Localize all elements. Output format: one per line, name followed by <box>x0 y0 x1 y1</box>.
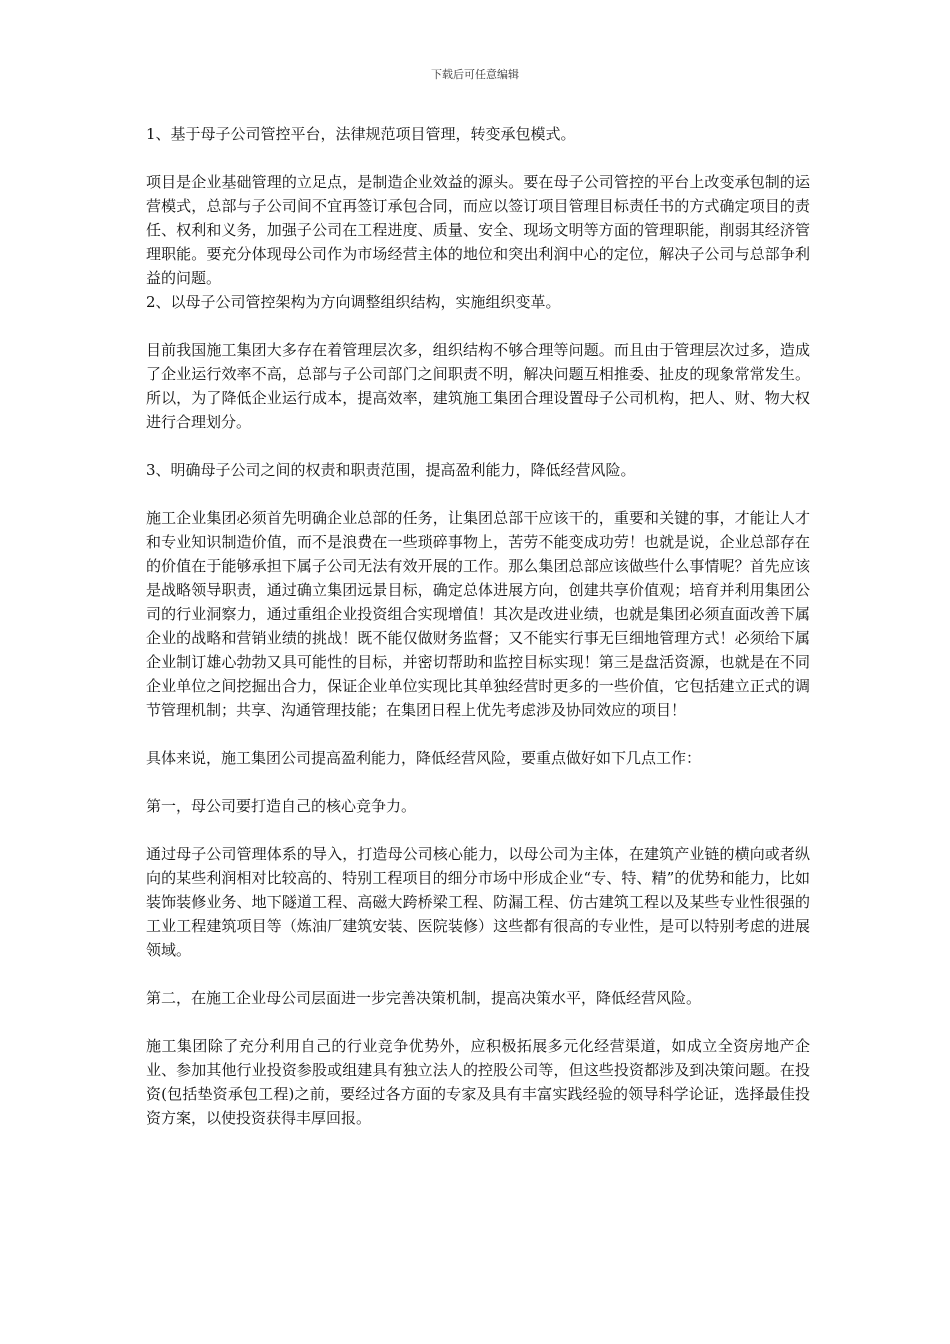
section-heading-3: 3、明确母子公司之间的权责和职责范围，提高盈利能力，降低经营风险。 <box>146 461 636 479</box>
paragraph-gap <box>146 818 810 842</box>
paragraph-gap <box>146 314 810 338</box>
paragraph-1: 项目是企业基础管理的立足点，是制造企业效益的源头。要在母子公司管控的平台上改变承包制的运营模式，总部与子公司间不宜再签订承包合同，而应以签订项目管理目标责任书的方式确定项目的责任、权利和义务，加强子公司在工程进度、质量、安全、现场文明等方面的管理职能，削弱其经济管理职能。要充分体现母公司作为市场经营主体的地位和突出利润中心的定位，解决子公司与总部争利益的问题。 <box>146 173 810 287</box>
paragraph-5: 通过母子公司管理体系的导入，打造母公司核心能力，以母公司为主体，在建筑产业链的横向或者纵向的某些利润相对比较高的、特别工程项目的细分市场中形成企业“专、特、精”的优势和能力，比如装饰装修业务、地下隧道工程、高磁大跨桥梁工程、防漏工程、仿古建筑工程以及某些专业性很强的工业工程建筑项目等（炼油厂建筑安装、医院装修）这些都有很高的专业性，是可以特别考虑的进展领域。 <box>146 845 810 959</box>
paragraph-gap <box>146 962 810 986</box>
paragraph-gap <box>146 482 810 506</box>
paragraph-gap <box>146 434 810 458</box>
section-heading-2: 2、以母子公司管控架构为方向调整组织结构，实施组织变革。 <box>146 293 561 311</box>
paragraph-3: 施工企业集团必须首先明确企业总部的任务，让集团总部干应该干的，重要和关键的事，才能让人才和专业知识制造价值，而不是浪费在一些琐碎事物上，苦劳不能变成功劳！也就是说，企业总部存在的价值在于能够承担下属子公司无法有效开展的工作。那么集团总部应该做些什么事情呢？首先应该是战略领导职责，通过确立集团远景目标，确定总体进展方向，创建共享价值观；培育并利用集团公司的行业洞察力，通过重组企业投资组合实现增值！其次是改进业绩，也就是集团必须直面改善下属企业的战略和营销业绩的挑战！既不能仅做财务监督；又不能实行事无巨细地管理方式！必须给下属企业制订雄心勃勃又具可能性的目标，并密切帮助和监控目标实现！第三是盘活资源，也就是在不同企业单位之间挖掘出合力，保证企业单位实现比其单独经营时更多的一些价值，它包括建立正式的调节管理机制；共享、沟通管理技能；在集团日程上优先考虑涉及协同效应的项目！ <box>146 509 810 719</box>
section-heading-1: 1、基于母子公司管控平台，法律规范项目管理，转变承包模式。 <box>146 125 576 143</box>
paragraph-gap <box>146 146 810 170</box>
paragraph-6: 施工集团除了充分利用自己的行业竞争优势外，应积极拓展多元化经营渠道，如成立全资房地产企业、参加其他行业投资参股或组建具有独立法人的控股公司等，但这些投资都涉及到决策问题。在投资(包括垫资承包工程)之前，要经过各方面的专家及具有丰富实践经验的领导科学论证，选择最佳投资方案，以使投资获得丰厚回报。 <box>146 1037 810 1127</box>
paragraph-gap <box>146 722 810 746</box>
paragraph-gap <box>146 1010 810 1034</box>
document-body <box>146 122 810 1130</box>
subsection-heading-2: 第二，在施工企业母公司层面进一步完善决策机制，提高决策水平，降低经营风险。 <box>146 989 702 1007</box>
page-header: 下载后可任意编辑 <box>431 68 519 81</box>
subsection-heading-1: 第一，母公司要打造自己的核心竞争力。 <box>146 797 417 815</box>
paragraph-2: 目前我国施工集团大多存在着管理层次多，组织结构不够合理等问题。而且由于管理层次过多，造成了企业运行效率不高，总部与子公司部门之间职责不明，解决问题互相推委、扯皮的现象常常发生。所以，为了降低企业运行成本，提高效率，建筑施工集团合理设置母子公司机构，把人、财、物大权进行合理划分。 <box>146 341 810 431</box>
paragraph-gap <box>146 770 810 794</box>
paragraph-4: 具体来说，施工集团公司提高盈利能力，降低经营风险，要重点做好如下几点工作： <box>146 749 702 767</box>
